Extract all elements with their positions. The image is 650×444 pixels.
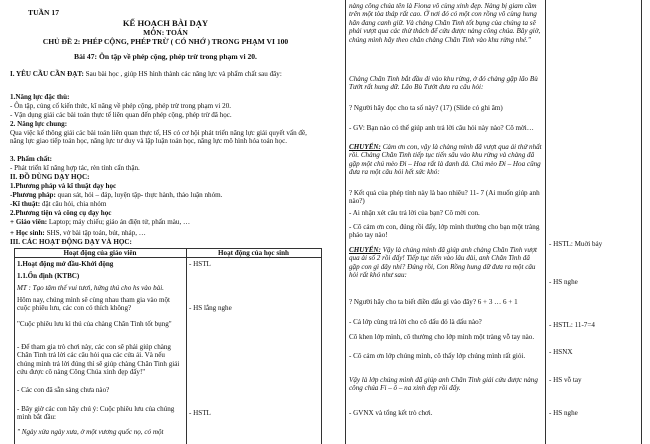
student-response-1: - HSTL: Muời bảy — [549, 240, 603, 248]
specific-competence-heading: 1.Năng lực đặc thù: — [10, 93, 70, 101]
right-page — [341, 0, 644, 444]
question-1: ? Người hãy đọc cho ta số này? (17) (Slide có ghi âm) — [349, 104, 503, 112]
story-challenge-1: Chàng Chăn Tinh bắt đầu đi vào khu rừng, ở đó chàng gặp lão Bù Tướt rất hung dữ. Lão Bù Tướt đưa ra câu hỏi: — [349, 75, 538, 92]
game-instructions: - Để tham gia trò chơi này, các con sẽ phải giúp chàng Chăn Tinh trả lời các câu hỏi qua các cửa ải. Và nếu chúng mình trả lời đúng thì sẽ giúp chàng Chăn Tinh giải cứu được cô nàng Công Chúa xinh đẹp đấy!" — [17, 343, 180, 377]
teacher-tools-text: Laptop; máy chiếu; giáo án điện tử, phấn màu, … — [47, 218, 191, 226]
section-1-text: Sau bài học , giúp HS hình thành các năng lực và phẩm chất sau đây: — [83, 70, 282, 78]
student-response-3: - HSTL: 11-7=4 — [549, 321, 595, 329]
teacher-prompt-2: - Ai nhận xét câu trả lời của bạn? Cô mời con. — [349, 209, 480, 217]
qualities-item: - Phát triển kĩ năng hợp tác, rèn tính cẩn thận. — [10, 164, 140, 172]
activity-start-heading: 1.Hoạt động mở đầu-Khởi động — [17, 260, 114, 268]
transition-2-label: CHUYỂN: — [349, 246, 381, 254]
transition-2-text: Vậy là chúng mình đã giúp anh chàng Chăn Tinh vượt qua ải số 2 rồi đấy! Tiếp tục tiến vào lâu đài, anh Chăn Tinh đã gặp con gì đây nhỉ? Đúng rồi, Con Rồng hung dữ đưa ra một câu hỏi rất khó như sau: — [349, 246, 537, 280]
plan-title: KẾ HOẠCH BÀI DẠY — [122, 18, 209, 28]
student-tools-line — [10, 229, 146, 237]
student-response-4: - HSNX — [549, 348, 573, 356]
topic-label: CHỦ ĐỀ 2: PHÉP CỘNG, PHÉP TRỪ ( CÓ NHỚ ) TRONG PHẠM VI 100 — [42, 37, 289, 46]
teacher-prompt-1: - GV: Bạn nào có thể giúp anh trả lời câu hỏi này nào? Cô mời… — [349, 124, 534, 132]
transition-1-text: Cảm ơn con, vậy là chàng mình đã vượt qua ải thứ nhất rồi. Chàng Chăn Tinh tiếp tục tiến sâu vào khu rừng và chàng đã gặp một chú mèo Đi – Hoa rất là đanh đá. Chú mèo Đi – Hoa cũng đưa ra một câu hỏi hết sức khó: — [349, 143, 542, 177]
technique-label: -Kĩ thuật: — [10, 200, 41, 208]
general-competence-heading: 2. Năng lực chung: — [10, 120, 68, 128]
lesson-title: Bài 47: Ôn tập về phép cộng, phép trừ trong phạm vi 20. — [74, 52, 257, 61]
objectives-intro — [10, 70, 310, 78]
student-column-header: Hoạt động của học sinh — [218, 249, 289, 257]
teacher-tools-line — [10, 218, 190, 226]
student-response-2: - HS nghe — [549, 278, 578, 286]
tools-heading: 2.Phương tiện và công cụ dạy học — [10, 209, 112, 217]
method-line — [10, 191, 222, 199]
transition-1-label: CHUYỂN: — [349, 143, 381, 151]
activity-goal: MT : Tạo tâm thế vui tươi, hứng thú cho hs vào bài. — [17, 284, 164, 292]
student-answer-2: - HSTL — [189, 409, 211, 417]
story-start: " Ngày xửa ngày xưa, ở một vương quốc nọ, có một — [17, 428, 164, 436]
technique-line — [10, 200, 106, 208]
story-ending: Vậy là lớp chúng mình đã giúp anh Chăn Tinh giải cứu được nàng công chúa Fi – ô – na xinh đẹp rồi đấy. — [349, 376, 538, 393]
technique-text: đặt câu hỏi, chia nhóm — [40, 200, 107, 208]
week-label: TUẦN 17 — [28, 8, 60, 17]
qualities-heading: 3. Phẩm chất: — [10, 155, 52, 163]
transition-1 — [349, 143, 542, 177]
section-1-heading: I. YÊU CẦU CẦN ĐẠT: — [10, 70, 84, 78]
story-continued: nàng công chúa tên là Fiona vô cùng xinh đẹp. Nàng bị giam cầm trên một tòa tháp rất cao. Ở nơi đó có một con rồng vô cùng hung hãn đang canh giữ. Và chàng Chăn Tinh tốt bụng của chúng ta sẽ phải vượt qua các thử thách để cứu được nàng công chúa. Bây giờ, chúng mình hãy theo chân chàng Chăn Tinh vào khu rừng nhé." — [349, 2, 541, 44]
teacher-intro: Hôm nay, chúng mình sẽ cùng nhau tham gia vào một cuộc phiêu lưu, các con có thích không? — [17, 296, 171, 313]
student-answer-1: - HSTL — [189, 260, 211, 268]
attention-note: - Bây giờ các con hãy chú ý: Cuộc phiêu lưu của chúng mình bắt đầu: — [17, 405, 175, 422]
teacher-column-header: Hoạt động của giáo viên — [63, 249, 137, 257]
competence-item-1: - Ôn tập, củng cố kiến thức, kĩ năng về phép cộng, phép trừ trong phạm vi 20. — [10, 102, 232, 110]
game-name: "Cuộc phiêu lưu kì thú của chàng Chăn Tinh tốt bụng" — [17, 320, 172, 328]
teacher-praise-3: - Cô cảm ơn lớp chúng mình, cô thấy lớp chúng mình rất giỏi. — [349, 352, 526, 360]
method-text: quan sát, hỏi – đáp, luyện tập- thực hành, thảo luận nhóm. — [55, 191, 223, 199]
teacher-praise-1: - Cô cảm ơn con, đúng rồi đấy, lớp mình thưởng cho bạn một tràng pháo tay nào! — [349, 223, 540, 240]
section-3-heading: III. CÁC HOẠT ĐỘNG DẠY VÀ HỌC: — [10, 238, 132, 246]
student-tools-text: SHS, vở bài tập toán, bút, nháp, … — [44, 229, 146, 237]
teacher-prompt-3: - Cả lớp cùng trả lời cho cô dấu đó là dấu nào? — [349, 318, 482, 326]
left-page — [6, 0, 325, 444]
teacher-summary: - GVNX và tổng kết trò chơi. — [349, 409, 433, 417]
student-listen-1: - HS lắng nghe — [189, 304, 232, 312]
methods-heading: 1.Phương pháp và kĩ thuật dạy học — [10, 182, 117, 190]
ready-question: - Các con đã sẵn sàng chưa nào? — [17, 386, 110, 394]
stabilize-heading: 1.1.Ổn định (KTBC) — [17, 272, 80, 280]
subject-label: MÔN: TOÁN — [143, 28, 188, 37]
competence-item-2: - Vận dụng giải các bài toán thực tế liên quan đến phép cộng, phép trừ đã học. — [10, 111, 232, 119]
question-2: ? Kết quả của phép tính này là bao nhiêu? 11- 7 (Ai muốn giúp anh nào?) — [349, 189, 540, 206]
student-response-5: - HS vỗ tay — [549, 376, 582, 384]
transition-2 — [349, 246, 542, 280]
student-response-6: - HS nghe — [549, 409, 578, 417]
teacher-praise-2: Cô khen lớp mình, cô thưởng cho lớp mình một tràng vỗ tay nào. — [349, 333, 535, 341]
general-competence-text: Qua việc kể thông giải các bài toán liên quan thực tế, HS có cơ hội phát triển năng lực giải quyết vấn đề, năng lực giao tiếp toán học, năng lực tư duy và lập luận toán học, năng lực mô hình hóa toán học. — [10, 129, 307, 146]
teacher-tools-label: + Giáo viên: — [10, 218, 48, 226]
method-label: -Phương pháp: — [10, 191, 56, 199]
question-3: ? Người hãy cho ta biết điền dấu gì vào đây? 6 + 3 … 6 + 1 — [349, 298, 518, 306]
section-2-heading: II. ĐỒ DÙNG DẠY HỌC: — [10, 173, 90, 181]
student-tools-label: + Học sinh: — [10, 229, 45, 237]
